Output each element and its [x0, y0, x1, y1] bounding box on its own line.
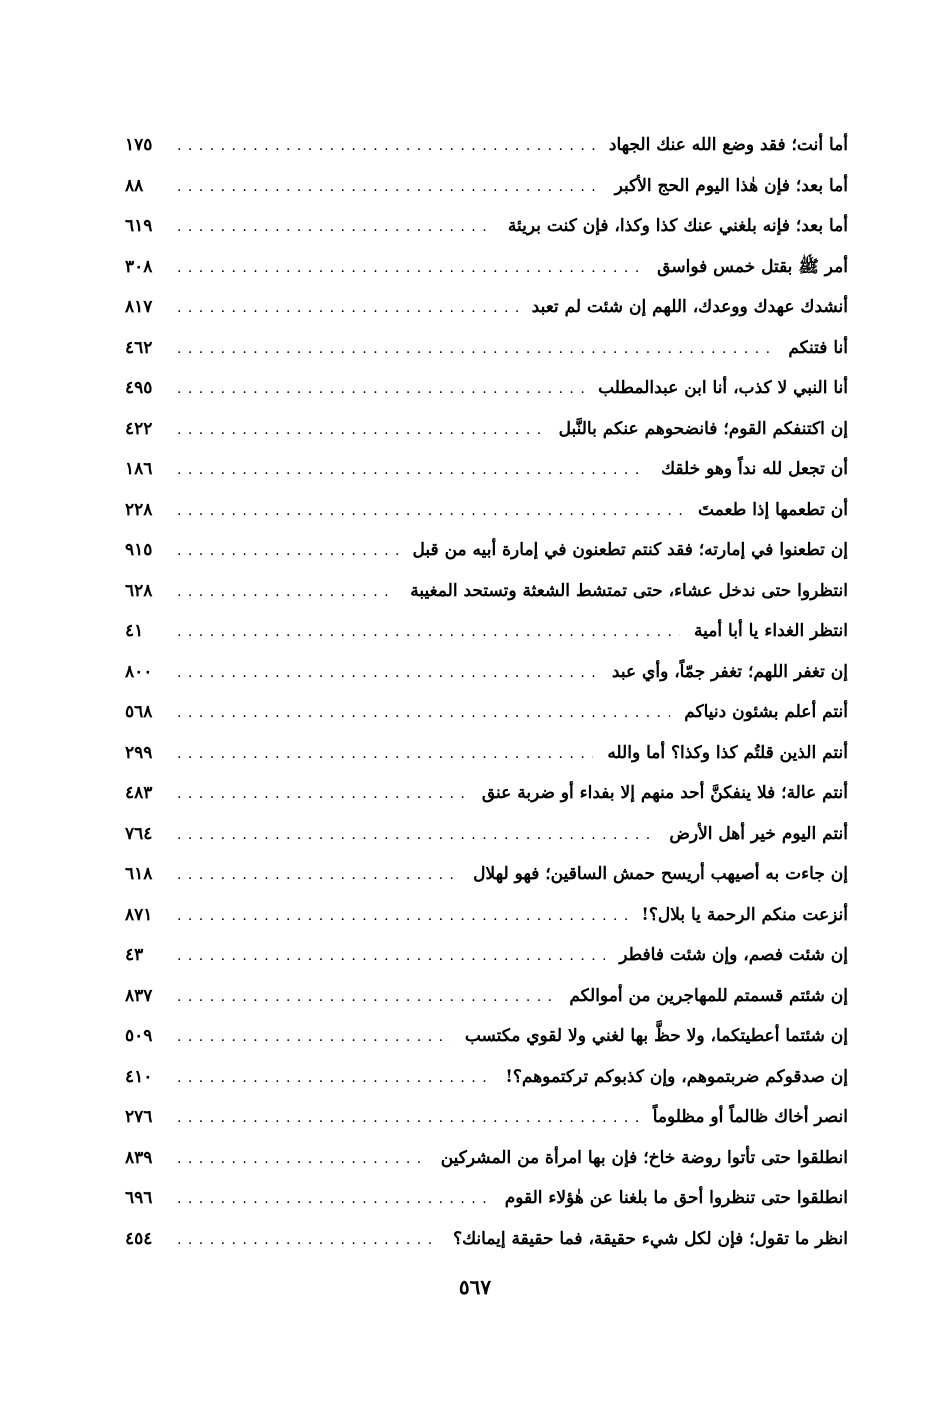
dot-leader: [177, 1179, 491, 1220]
entry-text: إن شئتم قسمتم للمهاجرين من أموالكم: [569, 985, 848, 1006]
entry-page-number: ٨٣٧: [125, 985, 153, 1006]
dot-leader: [177, 1139, 427, 1180]
entry-text: انطلقوا حتى تأتوا روضة خاخ؛ فإن بها امرأة من المشركين: [440, 1147, 848, 1168]
entry-text: إن شئتما أعطيتكما، ولا حظَّ بها لغني ولا لقوي مكتسب: [464, 1026, 848, 1046]
entry-page-number: ٣٠٨: [125, 256, 153, 277]
entry-page-number: ٤٣: [125, 945, 144, 965]
entry-text: أنتم الذين قلتُم كذا وكذا؟ أما والله: [607, 742, 848, 763]
entry-page-number: ٧٦٤: [125, 823, 153, 844]
entry-text: إن تغفر اللهم؛ تغفر جمّاً، وأي عبد: [611, 661, 848, 682]
entry-text: أنا النبي لا كذب، أنا ابن عبدالمطلب: [598, 378, 848, 398]
dot-leader: [177, 410, 545, 451]
dot-leader: [177, 450, 647, 491]
dot-leader: [177, 693, 670, 734]
dot-leader: [177, 774, 468, 815]
entry-page-number: ١٧٥: [125, 135, 153, 155]
entry-text: إن اكتنفكم القوم؛ فانضحوهم عنكم بالنَّبل: [558, 418, 848, 439]
entry-page-number: ٢٧٦: [125, 1107, 153, 1127]
entry-page-number: ٢٩٩: [125, 742, 153, 763]
entry-text: أن تطعمها إذا طعمتَ: [698, 499, 848, 520]
dot-leader: [177, 612, 680, 653]
index-entry: [125, 287, 848, 328]
index-entry: [125, 328, 848, 369]
entry-page-number: ٨٨: [125, 175, 144, 196]
entry-text: أنا فتنكم: [788, 337, 848, 358]
index-entry: [125, 733, 848, 774]
entry-text: أما بعد؛ فإنه بلغني عنك كذا وكذا، فإن كنت بريئة: [507, 216, 848, 236]
index-entry: [125, 814, 848, 855]
entry-text: إن جاءت به أصيهب أريسح حمش الساقين؛ فهو لهلال: [473, 864, 848, 884]
index-entry: [125, 206, 848, 247]
index-entry: [125, 895, 848, 936]
entry-text: إن صدقوكم ضربتموهم، وإن كذبوكم تركتموهم؟!: [505, 1066, 848, 1087]
dot-leader: [177, 491, 684, 532]
dot-leader: [177, 977, 555, 1018]
dot-leader: [177, 815, 655, 856]
dot-leader: [177, 369, 584, 410]
dot-leader: [177, 1058, 491, 1099]
index-list: [125, 125, 848, 1259]
index-entry: [125, 1138, 848, 1179]
entry-page-number: ٥٦٨: [125, 702, 153, 722]
dot-leader: [177, 896, 627, 937]
entry-text: أنشدك عهدك ووعدك، اللهم إن شئت لم تعبد: [531, 297, 848, 317]
index-entry: [125, 1057, 848, 1098]
index-entry: [125, 611, 848, 652]
entry-page-number: ١٨٦: [125, 459, 153, 479]
entry-text: أما أنت؛ فقد وضع الله عنك الجهاد: [608, 135, 848, 155]
dot-leader: [177, 531, 399, 572]
index-entry: [125, 1219, 848, 1260]
dot-leader: [177, 734, 593, 775]
dot-leader: [177, 572, 396, 613]
dot-leader: [177, 936, 605, 977]
entry-page-number: ٢٢٨: [125, 499, 153, 520]
index-entry: [125, 652, 848, 693]
index-entry: [125, 571, 848, 612]
dot-leader: [177, 167, 601, 208]
entry-text: أن تجعل لله نداً وهو خلقك: [661, 459, 848, 479]
dot-leader: [177, 288, 518, 329]
entry-page-number: ٤١: [125, 621, 144, 641]
index-entry: [125, 166, 848, 207]
entry-text: أنتم عالة؛ فلا ينفكنَّ أحد منهم إلا بفداء أو ضربة عنق: [481, 783, 848, 803]
index-entry: [125, 1097, 848, 1138]
entry-text: انظر ما تقول؛ فإن لكل شيء حقيقة، فما حقيقة إيمانك؟: [453, 1228, 848, 1249]
index-entry: [125, 773, 848, 814]
entry-page-number: ٨١٧: [125, 297, 153, 317]
index-entry: [125, 854, 848, 895]
page-number: ٥٦٧: [458, 1275, 492, 1299]
entry-page-number: ٦٩٦: [125, 1188, 153, 1208]
index-entry: [125, 935, 848, 976]
index-entry: [125, 976, 848, 1017]
entry-text: انطلقوا حتى تنظروا أحق ما بلغنا عن هٰؤلاء القوم: [504, 1188, 848, 1208]
entry-page-number: ٤٥٤: [125, 1228, 153, 1249]
index-entry: [125, 247, 848, 288]
index-entry: [125, 449, 848, 490]
entry-text: انتظر الغداء يا أبا أمية: [694, 621, 848, 641]
entry-text: انصر أخاك ظالماً أو مظلوماً: [652, 1107, 848, 1127]
entry-page-number: ٦١٨: [125, 864, 153, 884]
dot-leader: [177, 126, 595, 167]
dot-leader: [177, 653, 598, 694]
entry-page-number: ٨٣٩: [125, 1147, 153, 1168]
index-entry: [125, 409, 848, 450]
index-entry: [125, 1016, 848, 1057]
entry-text: أما بعد؛ فإن هٰذا اليوم الحج الأكبر: [614, 175, 848, 196]
entry-page-number: ٤٦٢: [125, 337, 153, 358]
entry-page-number: ٦٢٨: [125, 580, 153, 601]
entry-text: أنزعت منكم الرحمة يا بلال؟!: [641, 904, 848, 925]
entry-page-number: ٨٧١: [125, 904, 153, 925]
dot-leader: [177, 329, 774, 370]
dot-leader: [177, 1220, 439, 1261]
entry-text: إن شئت فصم، وإن شئت فافطر: [619, 945, 848, 965]
dot-leader: [177, 207, 494, 248]
index-entry: [125, 490, 848, 531]
dot-leader: [177, 1098, 639, 1139]
dot-leader: [177, 1017, 451, 1058]
dot-leader: [177, 855, 459, 896]
entry-text: إن تطعنوا في إمارته؛ فقد كنتم تطعنون في إمارة أبيه من قبل: [412, 540, 848, 560]
index-entry: [125, 530, 848, 571]
entry-text: أنتم اليوم خير أهل الأرض: [669, 823, 848, 844]
entry-page-number: ٨٠٠: [125, 661, 153, 682]
entry-text: انتظروا حتى ندخل عشاء، حتى تمتشط الشعثة وتستحد المغيبة: [410, 580, 848, 601]
index-entry: [125, 1178, 848, 1219]
entry-page-number: ٩١٥: [125, 540, 153, 560]
entry-page-number: ٥٠٩: [125, 1026, 153, 1046]
entry-page-number: ٤٨٣: [125, 783, 153, 803]
entry-page-number: ٤٢٢: [125, 418, 153, 439]
entry-text: أنتم أعلم بشئون دنياكم: [684, 702, 848, 722]
entry-text: أمر ﷺ بقتل خمس فواسق: [657, 256, 848, 277]
index-entry: [125, 125, 848, 166]
index-entry: [125, 692, 848, 733]
index-entry: [125, 368, 848, 409]
entry-page-number: ٦١٩: [125, 216, 153, 236]
entry-page-number: ٤٩٥: [125, 378, 153, 398]
dot-leader: [177, 248, 643, 289]
entry-page-number: ٤١٠: [125, 1066, 153, 1087]
